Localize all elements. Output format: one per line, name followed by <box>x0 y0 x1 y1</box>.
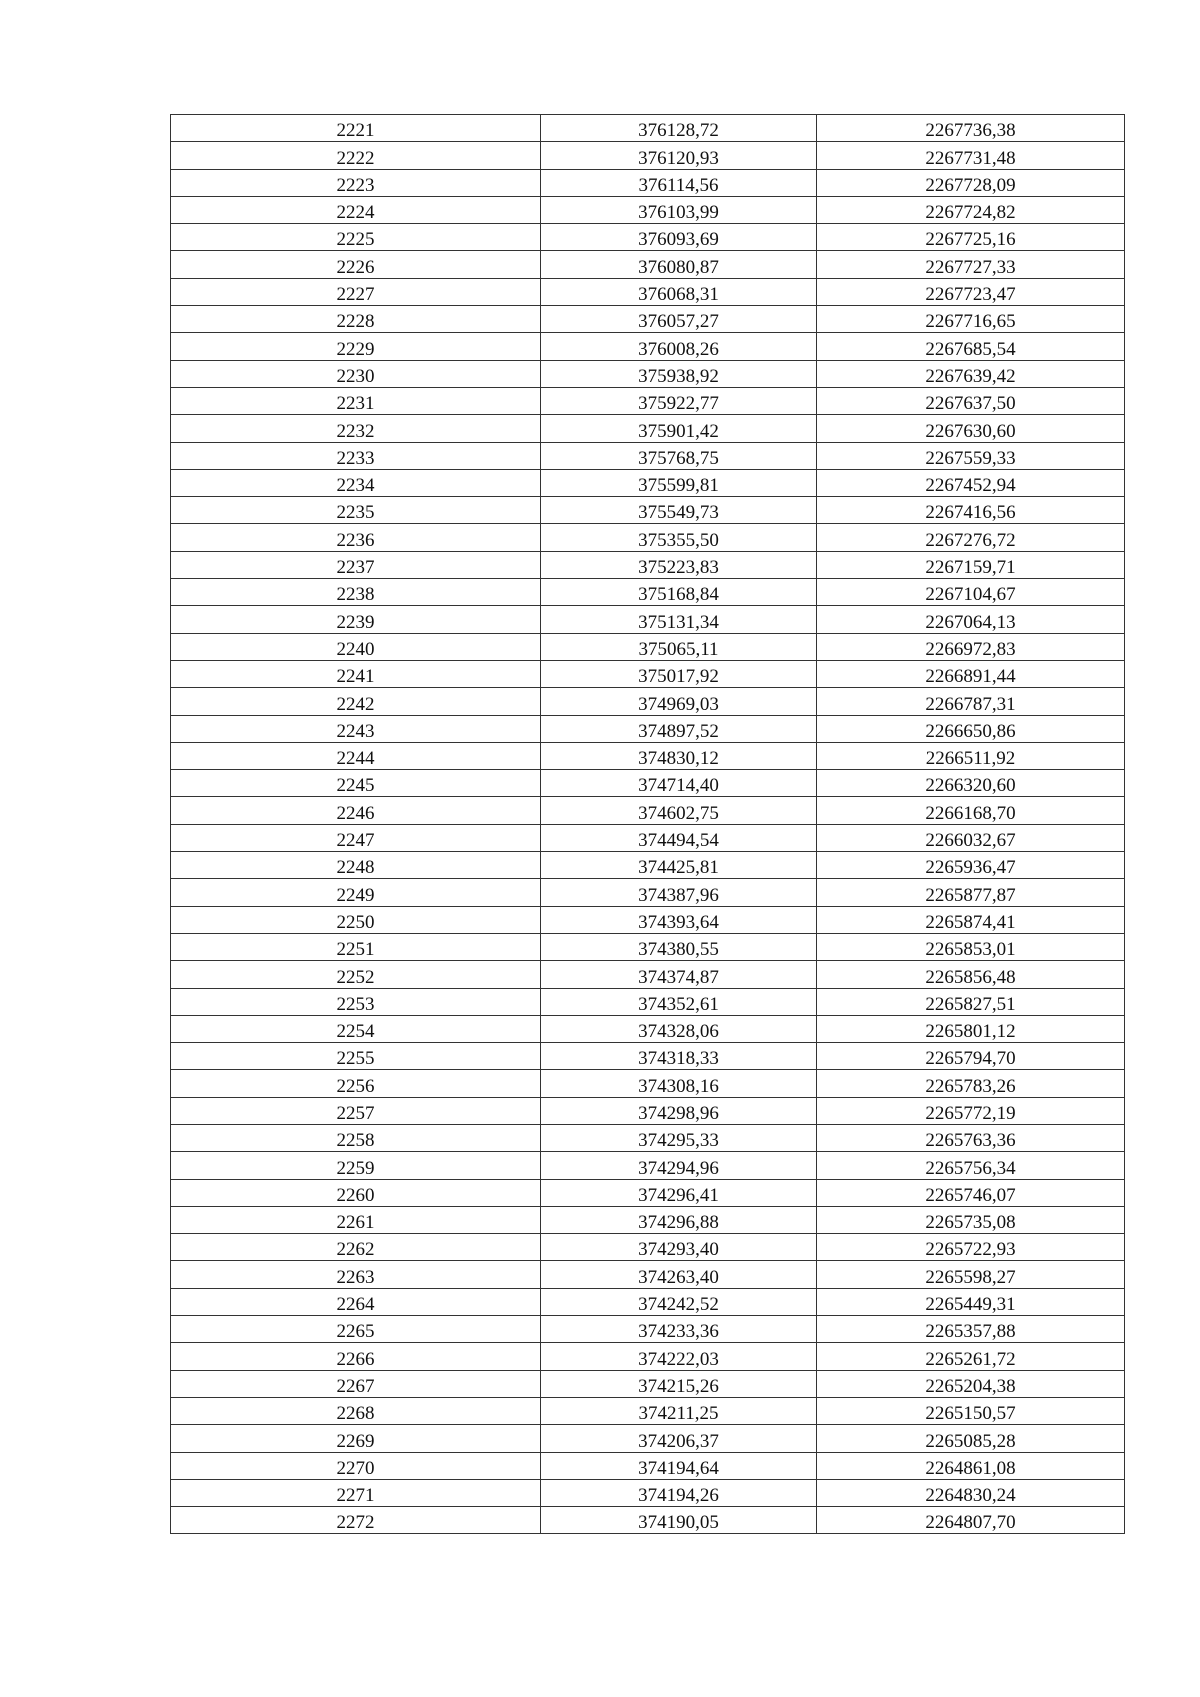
x-coordinate-cell: 374295,33 <box>541 1124 817 1151</box>
x-coordinate-cell: 374298,96 <box>541 1097 817 1124</box>
x-coordinate-cell: 374352,61 <box>541 988 817 1015</box>
point-number-cell: 2230 <box>171 360 541 387</box>
y-coordinate-cell: 2265827,51 <box>817 988 1125 1015</box>
point-number-cell: 2221 <box>171 115 541 142</box>
x-coordinate-cell: 376103,99 <box>541 196 817 223</box>
x-coordinate-cell: 376008,26 <box>541 333 817 360</box>
table-row <box>171 415 1125 442</box>
y-coordinate-cell: 2267716,65 <box>817 306 1125 333</box>
x-coordinate-cell: 374263,40 <box>541 1261 817 1288</box>
table-row <box>171 1343 1125 1370</box>
table-row <box>171 988 1125 1015</box>
point-number-cell: 2254 <box>171 1015 541 1042</box>
table-row <box>171 333 1125 360</box>
point-number-cell: 2229 <box>171 333 541 360</box>
point-number-cell: 2247 <box>171 824 541 851</box>
x-coordinate-cell: 375017,92 <box>541 660 817 687</box>
point-number-cell: 2234 <box>171 469 541 496</box>
y-coordinate-cell: 2266511,92 <box>817 742 1125 769</box>
point-number-cell: 2232 <box>171 415 541 442</box>
x-coordinate-cell: 376093,69 <box>541 224 817 251</box>
x-coordinate-cell: 375223,83 <box>541 551 817 578</box>
point-number-cell: 2227 <box>171 278 541 305</box>
table-row <box>171 961 1125 988</box>
x-coordinate-cell: 374233,36 <box>541 1316 817 1343</box>
point-number-cell: 2258 <box>171 1124 541 1151</box>
y-coordinate-cell: 2265756,34 <box>817 1152 1125 1179</box>
y-coordinate-cell: 2265449,31 <box>817 1288 1125 1315</box>
x-coordinate-cell: 374318,33 <box>541 1043 817 1070</box>
x-coordinate-cell: 374328,06 <box>541 1015 817 1042</box>
x-coordinate-cell: 376080,87 <box>541 251 817 278</box>
point-number-cell: 2238 <box>171 579 541 606</box>
point-number-cell: 2267 <box>171 1370 541 1397</box>
table-row <box>171 251 1125 278</box>
point-number-cell: 2261 <box>171 1206 541 1233</box>
y-coordinate-cell: 2265856,48 <box>817 961 1125 988</box>
y-coordinate-cell: 2267736,38 <box>817 115 1125 142</box>
x-coordinate-cell: 375549,73 <box>541 497 817 524</box>
x-coordinate-cell: 374380,55 <box>541 933 817 960</box>
x-coordinate-cell: 374393,64 <box>541 906 817 933</box>
point-number-cell: 2223 <box>171 169 541 196</box>
x-coordinate-cell: 374374,87 <box>541 961 817 988</box>
y-coordinate-cell: 2265794,70 <box>817 1043 1125 1070</box>
y-coordinate-cell: 2267630,60 <box>817 415 1125 442</box>
table-row <box>171 1452 1125 1479</box>
y-coordinate-cell: 2265085,28 <box>817 1425 1125 1452</box>
x-coordinate-cell: 374215,26 <box>541 1370 817 1397</box>
point-number-cell: 2253 <box>171 988 541 1015</box>
point-number-cell: 2235 <box>171 497 541 524</box>
point-number-cell: 2249 <box>171 879 541 906</box>
table-row <box>171 524 1125 551</box>
x-coordinate-cell: 374308,16 <box>541 1070 817 1097</box>
point-number-cell: 2245 <box>171 770 541 797</box>
table-row <box>171 1043 1125 1070</box>
table-row <box>171 879 1125 906</box>
y-coordinate-cell: 2267723,47 <box>817 278 1125 305</box>
coordinates-table-body <box>171 115 1125 1534</box>
point-number-cell: 2225 <box>171 224 541 251</box>
y-coordinate-cell: 2267725,16 <box>817 224 1125 251</box>
table-row <box>171 1097 1125 1124</box>
y-coordinate-cell: 2266891,44 <box>817 660 1125 687</box>
point-number-cell: 2226 <box>171 251 541 278</box>
point-number-cell: 2224 <box>171 196 541 223</box>
point-number-cell: 2236 <box>171 524 541 551</box>
table-row <box>171 387 1125 414</box>
y-coordinate-cell: 2265772,19 <box>817 1097 1125 1124</box>
y-coordinate-cell: 2267064,13 <box>817 606 1125 633</box>
y-coordinate-cell: 2265746,07 <box>817 1179 1125 1206</box>
y-coordinate-cell: 2265801,12 <box>817 1015 1125 1042</box>
point-number-cell: 2248 <box>171 852 541 879</box>
point-number-cell: 2265 <box>171 1316 541 1343</box>
point-number-cell: 2263 <box>171 1261 541 1288</box>
table-row <box>171 1015 1125 1042</box>
point-number-cell: 2242 <box>171 688 541 715</box>
table-row <box>171 169 1125 196</box>
y-coordinate-cell: 2266320,60 <box>817 770 1125 797</box>
x-coordinate-cell: 374296,88 <box>541 1206 817 1233</box>
y-coordinate-cell: 2266787,31 <box>817 688 1125 715</box>
point-number-cell: 2241 <box>171 660 541 687</box>
x-coordinate-cell: 375168,84 <box>541 579 817 606</box>
y-coordinate-cell: 2267159,71 <box>817 551 1125 578</box>
y-coordinate-cell: 2265598,27 <box>817 1261 1125 1288</box>
x-coordinate-cell: 374969,03 <box>541 688 817 715</box>
x-coordinate-cell: 375065,11 <box>541 633 817 660</box>
point-number-cell: 2264 <box>171 1288 541 1315</box>
point-number-cell: 2272 <box>171 1507 541 1534</box>
y-coordinate-cell: 2264861,08 <box>817 1452 1125 1479</box>
point-number-cell: 2237 <box>171 551 541 578</box>
x-coordinate-cell: 374294,96 <box>541 1152 817 1179</box>
y-coordinate-cell: 2267685,54 <box>817 333 1125 360</box>
x-coordinate-cell: 374714,40 <box>541 770 817 797</box>
table-row <box>171 224 1125 251</box>
x-coordinate-cell: 376068,31 <box>541 278 817 305</box>
x-coordinate-cell: 374494,54 <box>541 824 817 851</box>
table-row <box>171 633 1125 660</box>
point-number-cell: 2271 <box>171 1479 541 1506</box>
table-row <box>171 852 1125 879</box>
y-coordinate-cell: 2265874,41 <box>817 906 1125 933</box>
x-coordinate-cell: 374830,12 <box>541 742 817 769</box>
y-coordinate-cell: 2267727,33 <box>817 251 1125 278</box>
table-row <box>171 797 1125 824</box>
y-coordinate-cell: 2267452,94 <box>817 469 1125 496</box>
table-row <box>171 306 1125 333</box>
point-number-cell: 2231 <box>171 387 541 414</box>
y-coordinate-cell: 2265763,36 <box>817 1124 1125 1151</box>
point-number-cell: 2233 <box>171 442 541 469</box>
table-row <box>171 196 1125 223</box>
table-row <box>171 1206 1125 1233</box>
point-number-cell: 2270 <box>171 1452 541 1479</box>
point-number-cell: 2239 <box>171 606 541 633</box>
table-row <box>171 933 1125 960</box>
y-coordinate-cell: 2265853,01 <box>817 933 1125 960</box>
table-row <box>171 579 1125 606</box>
table-row <box>171 1179 1125 1206</box>
table-row <box>171 115 1125 142</box>
x-coordinate-cell: 374293,40 <box>541 1234 817 1261</box>
x-coordinate-cell: 374897,52 <box>541 715 817 742</box>
x-coordinate-cell: 375901,42 <box>541 415 817 442</box>
x-coordinate-cell: 374190,05 <box>541 1507 817 1534</box>
point-number-cell: 2269 <box>171 1425 541 1452</box>
y-coordinate-cell: 2266972,83 <box>817 633 1125 660</box>
x-coordinate-cell: 374194,64 <box>541 1452 817 1479</box>
x-coordinate-cell: 376057,27 <box>541 306 817 333</box>
point-number-cell: 2259 <box>171 1152 541 1179</box>
x-coordinate-cell: 374296,41 <box>541 1179 817 1206</box>
table-row <box>171 1507 1125 1534</box>
table-row <box>171 742 1125 769</box>
point-number-cell: 2246 <box>171 797 541 824</box>
y-coordinate-cell: 2267724,82 <box>817 196 1125 223</box>
x-coordinate-cell: 376114,56 <box>541 169 817 196</box>
x-coordinate-cell: 374211,25 <box>541 1397 817 1424</box>
x-coordinate-cell: 375938,92 <box>541 360 817 387</box>
table-row <box>171 715 1125 742</box>
point-number-cell: 2260 <box>171 1179 541 1206</box>
x-coordinate-cell: 375131,34 <box>541 606 817 633</box>
table-row <box>171 606 1125 633</box>
y-coordinate-cell: 2264830,24 <box>817 1479 1125 1506</box>
x-coordinate-cell: 374602,75 <box>541 797 817 824</box>
table-row <box>171 1261 1125 1288</box>
x-coordinate-cell: 374222,03 <box>541 1343 817 1370</box>
table-row <box>171 1152 1125 1179</box>
y-coordinate-cell: 2267731,48 <box>817 142 1125 169</box>
y-coordinate-cell: 2265261,72 <box>817 1343 1125 1370</box>
x-coordinate-cell: 374242,52 <box>541 1288 817 1315</box>
point-number-cell: 2228 <box>171 306 541 333</box>
point-number-cell: 2243 <box>171 715 541 742</box>
y-coordinate-cell: 2267104,67 <box>817 579 1125 606</box>
table-row <box>171 1370 1125 1397</box>
table-row <box>171 469 1125 496</box>
table-row <box>171 278 1125 305</box>
y-coordinate-cell: 2265735,08 <box>817 1206 1125 1233</box>
point-number-cell: 2268 <box>171 1397 541 1424</box>
point-number-cell: 2222 <box>171 142 541 169</box>
x-coordinate-cell: 375599,81 <box>541 469 817 496</box>
point-number-cell: 2256 <box>171 1070 541 1097</box>
x-coordinate-cell: 374425,81 <box>541 852 817 879</box>
y-coordinate-cell: 2264807,70 <box>817 1507 1125 1534</box>
table-row <box>171 442 1125 469</box>
x-coordinate-cell: 374387,96 <box>541 879 817 906</box>
table-row <box>171 688 1125 715</box>
table-row <box>171 1425 1125 1452</box>
table-row <box>171 497 1125 524</box>
y-coordinate-cell: 2266168,70 <box>817 797 1125 824</box>
table-row <box>171 1234 1125 1261</box>
point-number-cell: 2262 <box>171 1234 541 1261</box>
y-coordinate-cell: 2265783,26 <box>817 1070 1125 1097</box>
coordinates-table <box>170 114 1125 1534</box>
table-row <box>171 1070 1125 1097</box>
point-number-cell: 2251 <box>171 933 541 960</box>
point-number-cell: 2250 <box>171 906 541 933</box>
table-row <box>171 360 1125 387</box>
y-coordinate-cell: 2267637,50 <box>817 387 1125 414</box>
y-coordinate-cell: 2265150,57 <box>817 1397 1125 1424</box>
point-number-cell: 2240 <box>171 633 541 660</box>
y-coordinate-cell: 2267559,33 <box>817 442 1125 469</box>
table-row <box>171 824 1125 851</box>
y-coordinate-cell: 2266032,67 <box>817 824 1125 851</box>
x-coordinate-cell: 375355,50 <box>541 524 817 551</box>
x-coordinate-cell: 375768,75 <box>541 442 817 469</box>
table-row <box>171 660 1125 687</box>
table-row <box>171 1288 1125 1315</box>
y-coordinate-cell: 2267416,56 <box>817 497 1125 524</box>
x-coordinate-cell: 374206,37 <box>541 1425 817 1452</box>
point-number-cell: 2252 <box>171 961 541 988</box>
y-coordinate-cell: 2265877,87 <box>817 879 1125 906</box>
table-row <box>171 906 1125 933</box>
table-row <box>171 1397 1125 1424</box>
y-coordinate-cell: 2267728,09 <box>817 169 1125 196</box>
y-coordinate-cell: 2265204,38 <box>817 1370 1125 1397</box>
point-number-cell: 2266 <box>171 1343 541 1370</box>
point-number-cell: 2255 <box>171 1043 541 1070</box>
y-coordinate-cell: 2267276,72 <box>817 524 1125 551</box>
point-number-cell: 2244 <box>171 742 541 769</box>
table-row <box>171 1316 1125 1343</box>
x-coordinate-cell: 374194,26 <box>541 1479 817 1506</box>
y-coordinate-cell: 2267639,42 <box>817 360 1125 387</box>
x-coordinate-cell: 376128,72 <box>541 115 817 142</box>
table-row <box>171 1479 1125 1506</box>
y-coordinate-cell: 2265722,93 <box>817 1234 1125 1261</box>
table-row <box>171 1124 1125 1151</box>
x-coordinate-cell: 375922,77 <box>541 387 817 414</box>
x-coordinate-cell: 376120,93 <box>541 142 817 169</box>
y-coordinate-cell: 2266650,86 <box>817 715 1125 742</box>
y-coordinate-cell: 2265936,47 <box>817 852 1125 879</box>
table-row <box>171 770 1125 797</box>
table-row <box>171 142 1125 169</box>
table-row <box>171 551 1125 578</box>
point-number-cell: 2257 <box>171 1097 541 1124</box>
y-coordinate-cell: 2265357,88 <box>817 1316 1125 1343</box>
